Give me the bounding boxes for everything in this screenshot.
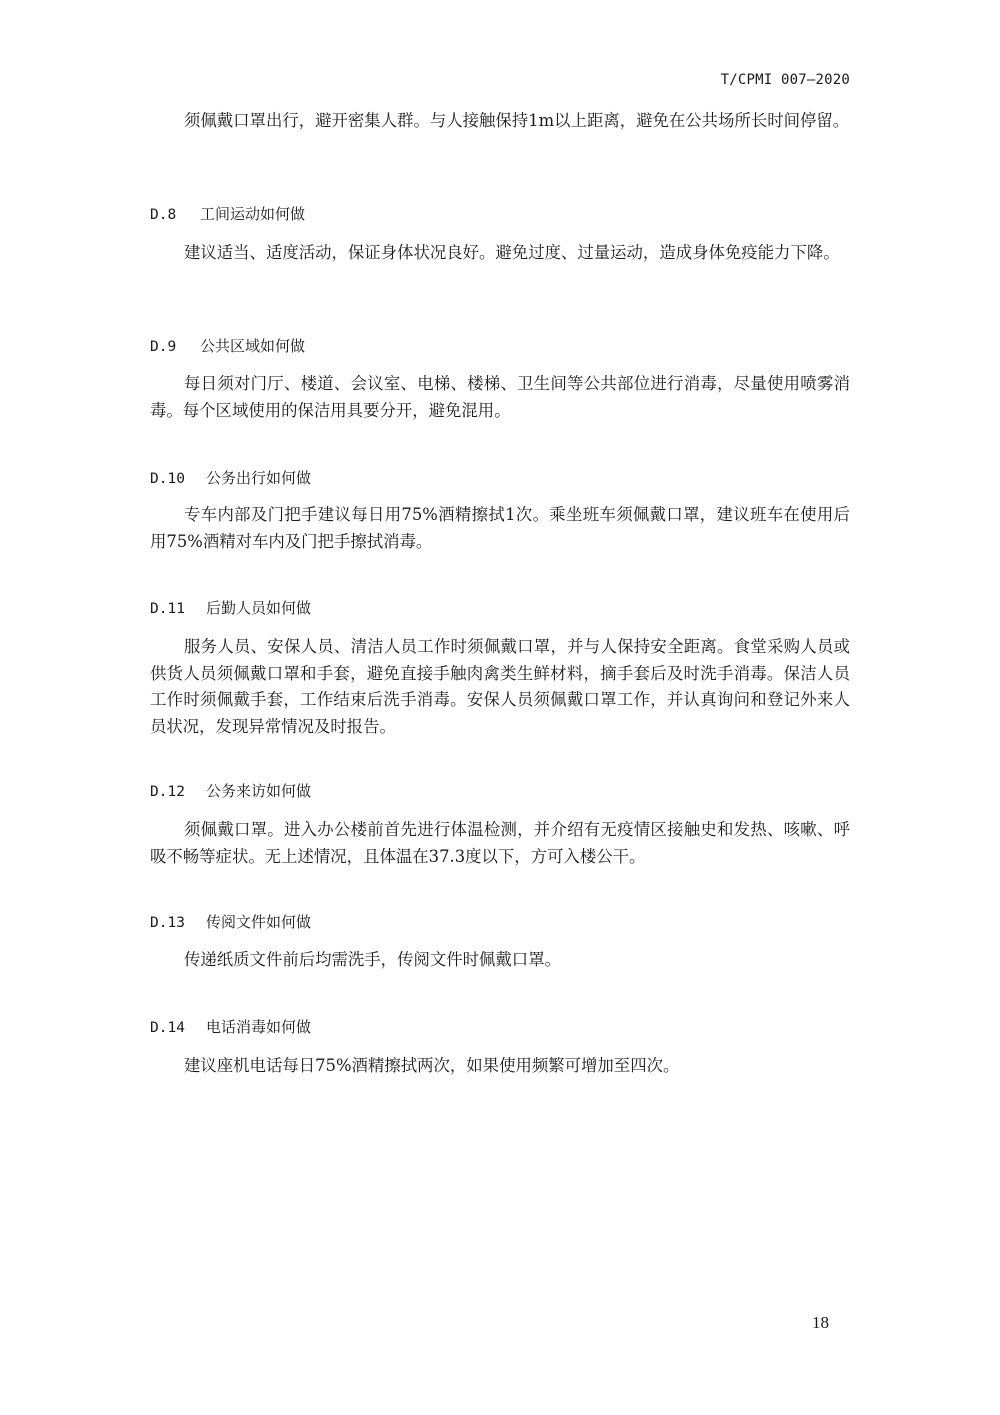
section-title: 电话消毒如何做 <box>206 1018 312 1036</box>
section-heading-d8 <box>150 203 305 224</box>
section-heading-d11 <box>150 597 311 618</box>
section-body-d10: 专车内部及门把手建议每日用75%酒精擦拭1次。乘坐班车须佩戴口罩，建议班车在使用后用75%酒精对车内及门把手擦拭消毒。 <box>150 505 850 551</box>
document-code-header: T/CPMI 007—2020 <box>720 72 850 88</box>
section-body-d9: 每日须对门厅、楼道、会议室、电梯、楼梯、卫生间等公共部位进行消毒，尽量使用喷雾消毒。每个区域使用的保洁用具要分开，避免混用。 <box>150 374 850 420</box>
section-number: D.10 <box>150 471 185 487</box>
section-body-d11: 服务人员、安保人员、清洁人员工作时须佩戴口罩，并与人保持安全距离。食堂采购人员或供货人员须佩戴口罩和手套，避免直接手触肉禽类生鲜材料，摘手套后及时洗手消毒。保洁人员工作时须佩戴手套，工作结束后洗手消毒。安保人员须佩戴口罩工作，并认真询问和登记外来人员状况，发现异常情况及时报告。 <box>150 637 850 737</box>
section-number: D.12 <box>150 784 185 800</box>
section-title: 公共区域如何做 <box>200 337 306 355</box>
section-number: D.14 <box>150 1020 185 1036</box>
section-heading-d13 <box>150 911 311 932</box>
section-body-d12: 须佩戴口罩。进入办公楼前首先进行体温检测，并介绍有无疫情区接触史和发热、咳嗽、呼吸不畅等症状。无上述情况，且体温在37.3度以下，方可入楼公干。 <box>150 820 850 866</box>
section-body-d13: 传递纸质文件前后均需洗手，传阅文件时佩戴口罩。 <box>184 950 561 969</box>
section-title: 公务来访如何做 <box>206 782 312 800</box>
section-title: 后勤人员如何做 <box>206 599 312 617</box>
section-title: 传阅文件如何做 <box>206 913 312 931</box>
section-heading-d14 <box>150 1016 311 1037</box>
section-title: 工间运动如何做 <box>200 205 306 223</box>
section-body-d8: 建议适当、适度活动，保证身体状况良好。避免过度、过量运动，造成身体免疫能力下降。 <box>184 243 840 262</box>
section-title: 公务出行如何做 <box>206 469 312 487</box>
section-number: D.8 <box>150 207 177 223</box>
section-number: D.11 <box>150 601 185 617</box>
section-heading-d12 <box>150 780 311 801</box>
section-number: D.13 <box>150 915 185 931</box>
section-body-d14: 建议座机电话每日75%酒精擦拭两次，如果使用频繁可增加至四次。 <box>184 1056 680 1075</box>
section-heading-d9 <box>150 335 305 356</box>
intro-paragraph: 须佩戴口罩出行，避开密集人群。与人接触保持1m以上距离，避免在公共场所长时间停留。 <box>184 111 850 130</box>
page-number: 18 <box>812 1313 829 1332</box>
section-heading-d10 <box>150 467 311 488</box>
section-number: D.9 <box>150 339 177 355</box>
